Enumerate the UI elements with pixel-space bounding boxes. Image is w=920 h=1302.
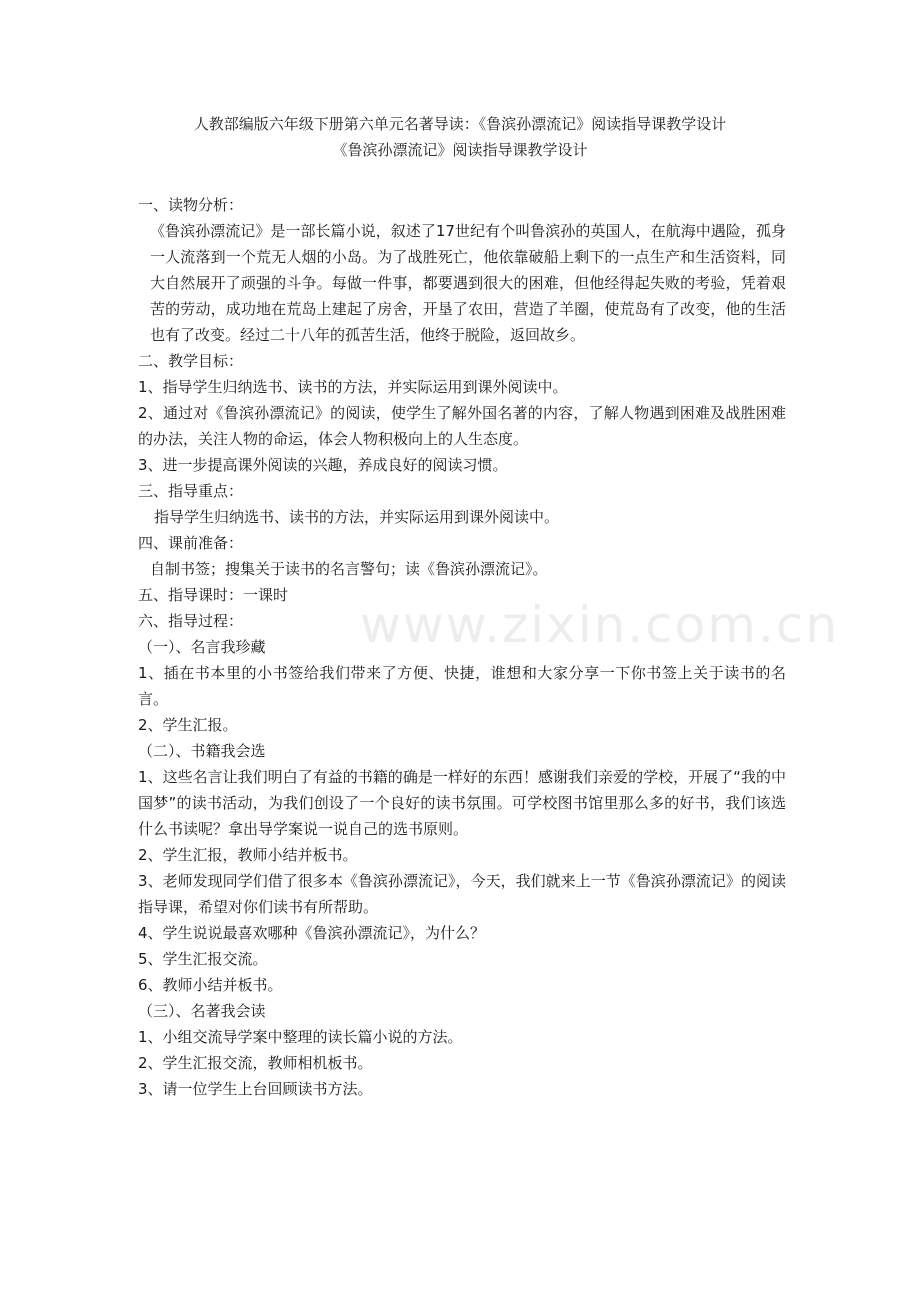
process-heading-choose: （二）、书籍我会选 [138, 742, 266, 760]
document-subtitle: 《鲁滨孙漂流记》阅读指导课教学设计 [332, 141, 588, 159]
choose-item-4: 4、学生说说最喜欢哪种《鲁滨孙漂流记》，为什么？ [138, 924, 486, 942]
title-block [0, 111, 920, 163]
document-body [138, 192, 786, 1102]
process-heading-read: （三）、名著我会读 [138, 1002, 266, 1020]
read-item-2: 2、学生汇报交流，教师相机板书。 [138, 1054, 373, 1072]
choose-item-3: 3、老师发现同学们借了很多本《鲁滨孙漂流记》，今天，我们就来上一节《鲁滨孙漂流记》的阅读指导课，希望对你们读书有所帮助。 [138, 872, 786, 916]
section-heading-focus: 三、指导重点： [138, 482, 244, 500]
preparation-text: 自制书签；搜集关于读书的名言警句；读《鲁滨孙漂流记》。 [150, 560, 548, 578]
section-heading-duration: 五、指导课时：一课时 [138, 586, 289, 604]
document-title: 人教部编版六年级下册第六单元名著导读：《鲁滨孙漂流记》阅读指导课教学设计 [193, 115, 727, 133]
choose-item-6: 6、教师小结并板书。 [138, 976, 283, 994]
goal-item-3: 3、进一步提高课外阅读的兴趣，养成良好的阅读习惯。 [138, 456, 508, 474]
read-item-1: 1、小组交流导学案中整理的读长篇小说的方法。 [138, 1028, 463, 1046]
read-item-3: 3、请一位学生上台回顾读书方法。 [138, 1080, 373, 1098]
analysis-paragraph: 《鲁滨孙漂流记》是一部长篇小说，叙述了17世纪有个叫鲁滨孙的英国人，在航海中遇险，孤身一人流落到一个荒无人烟的小岛。为了战胜死亡，他依靠破船上剩下的一点生产和生活资料，同大自然展开了顽强的斗争。每做一件事，都要遇到很大的困难，但他经得起失败的考验，凭着艰苦的劳动，成功地在荒岛上建起了房舍，开垦了农田，营造了羊圈，使荒岛有了改变，他的生活也有了改变。经过二十八年的孤苦生活，他终于脱险，返回故乡。 [150, 222, 786, 344]
section-heading-preparation: 四、课前准备： [138, 534, 244, 552]
section-heading-process: 六、指导过程： [138, 612, 244, 630]
watermark: www.zixin.com.cn [360, 596, 840, 654]
choose-item-2: 2、学生汇报，教师小结并板书。 [138, 846, 358, 864]
quotes-item-1: 1、插在书本里的小书签给我们带来了方便、快捷，谁想和大家分享一下你书签上关于读书的名言。 [138, 664, 786, 708]
process-heading-quotes: （一）、名言我珍藏 [138, 638, 266, 656]
choose-item-5: 5、学生汇报交流。 [138, 950, 268, 968]
section-heading-analysis: 一、读物分析： [138, 196, 244, 214]
goal-item-1: 1、指导学生归纳选书、读书的方法，并实际运用到课外阅读中。 [138, 378, 568, 396]
section-heading-goals: 二、教学目标： [138, 352, 244, 370]
quotes-item-2: 2、学生汇报。 [138, 716, 238, 734]
focus-text: 指导学生归纳选书、读书的方法，并实际运用到课外阅读中。 [154, 508, 560, 526]
goal-item-2: 2、通过对《鲁滨孙漂流记》的阅读，使学生了解外国名著的内容，了解人物遇到困难及战胜困难的办法，关注人物的命运，体会人物积极向上的人生态度。 [138, 404, 786, 448]
choose-item-1: 1、这些名言让我们明白了有益的书籍的确是一样好的东西！感谢我们亲爱的学校，开展了“我的中国梦”的读书活动，为我们创设了一个良好的读书氛围。可学校图书馆里那么多的好书，我们该选什么书读呢？拿出导学案说一说自己的选书原则。 [138, 768, 786, 838]
